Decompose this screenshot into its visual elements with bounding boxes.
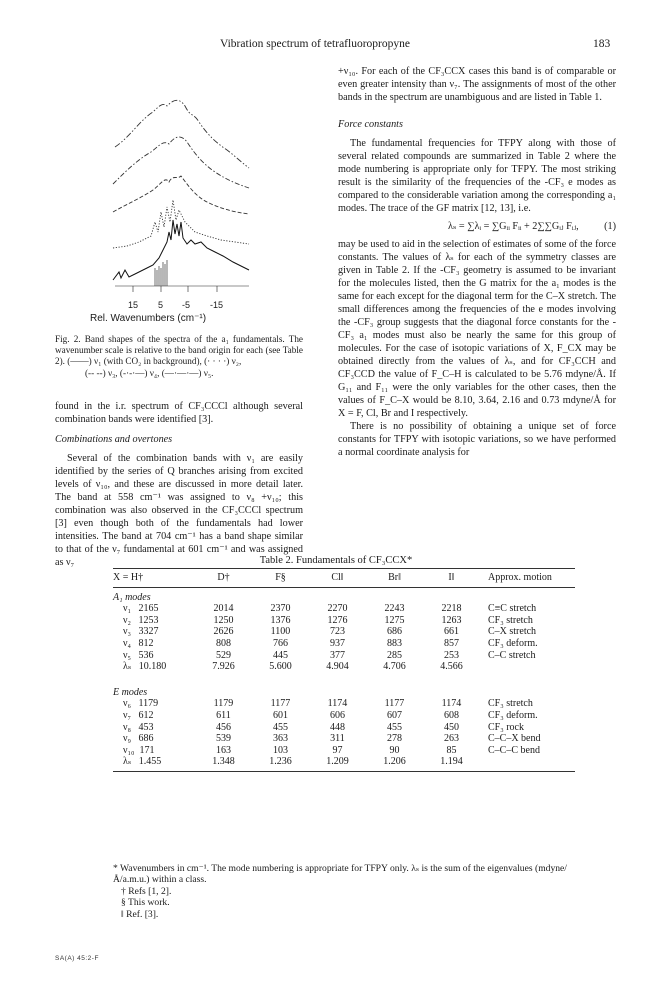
table-cell: 285 — [387, 649, 402, 661]
table-note: † Refs [1, 2]. — [121, 885, 172, 897]
column-header: Approx. motion — [480, 569, 575, 588]
table-cell: CF₃ stretch — [488, 698, 533, 710]
table-note: § This work. — [121, 897, 170, 909]
table-cell: 377 — [330, 649, 345, 661]
table-cell: C–C–C bend — [488, 744, 540, 756]
table-spacer-row — [113, 673, 575, 683]
table-cell: ν₇ 612 — [123, 709, 154, 721]
table-cell: 766 — [273, 637, 288, 649]
table-cell: 2218 — [441, 603, 462, 615]
table-cell: 937 — [330, 637, 345, 649]
table-cell: ν₉ 686 — [123, 733, 154, 745]
paragraph: There is no possibility of obtaining a unique set of force constants for TFPY with isotopic variations, so we have performed a normal coordinate analysis for — [338, 421, 616, 458]
table-row — [113, 745, 575, 757]
table-cell: CF₃ rock — [488, 721, 524, 733]
nu5-band-trace — [115, 100, 249, 168]
table-cell: 883 — [387, 637, 402, 649]
x-tick: 5 — [158, 300, 164, 310]
table-cell: 2243 — [384, 603, 405, 615]
table-cell: ν₆ 1179 — [123, 698, 159, 710]
table-row — [113, 661, 575, 673]
table-cell: 278 — [387, 733, 402, 745]
table-section-label: A₁ modes — [113, 591, 151, 603]
table-cell: 1177 — [384, 698, 405, 710]
table-cell: 90 — [389, 744, 400, 756]
table-cell: 455 — [387, 721, 402, 733]
table-cell: 1174 — [441, 698, 462, 710]
co2-background-lines — [155, 260, 167, 286]
table-caption: Table 2. Fundamentals of CF₃CCX* — [259, 555, 413, 566]
table-cell: 363 — [273, 733, 288, 745]
table-cell: 5.600 — [269, 661, 292, 673]
table-cell: 1376 — [270, 614, 291, 626]
table-cell: 455 — [273, 721, 288, 733]
right-column — [338, 65, 616, 459]
table-note: ‖ Ref. [3]. — [121, 908, 159, 920]
table-cell: 163 — [216, 744, 231, 756]
nu1-band-trace — [113, 220, 249, 280]
table-cell: 450 — [444, 721, 459, 733]
table-row — [113, 722, 575, 734]
table-cell: 608 — [444, 709, 459, 721]
x-axis-label: Rel. Wavenumbers (cm⁻¹) — [90, 313, 207, 324]
table-cell: ν₄ 812 — [123, 637, 154, 649]
nu4-band-trace — [113, 137, 249, 188]
table-row — [113, 710, 575, 722]
band-shape-figure — [55, 72, 295, 297]
table-cell: 1.194 — [423, 756, 480, 771]
table-row — [113, 698, 575, 710]
table-cell: 445 — [273, 649, 288, 661]
x-tick: -5 — [182, 300, 191, 310]
table-cell: 723 — [330, 626, 345, 638]
table-cell: 857 — [444, 637, 459, 649]
table-row — [113, 756, 575, 771]
table-row — [113, 603, 575, 615]
column-header: Cl‖ — [309, 569, 366, 588]
table-cell: λₛ 1.455 — [113, 756, 195, 771]
table-cell: 1.236 — [252, 756, 309, 771]
table-cell: 539 — [216, 733, 231, 745]
nu3-band-trace — [113, 176, 249, 214]
column-header: D† — [195, 569, 252, 588]
paragraph: The fundamental frequencies for TFPY along with those of several related compounds are summarized in Table 2 where the mode numbering is appropriate only for TFPY. The most striking result is the similarity of the frequencies of the -CF₃ e modes as compared to the considerable variation among the corresponding a₁ modes. The trace of the GF matrix [12, 13], i.e. — [338, 138, 616, 214]
table-header-row — [113, 569, 575, 588]
table-row — [113, 733, 575, 745]
figure-caption-continued: (-- --) ν₃, (-·-·—) ν₄, (—·—·—) ν₅. — [85, 367, 214, 378]
table-cell: 2014 — [213, 603, 234, 615]
table-cell: 1177 — [270, 698, 291, 710]
table-row — [113, 626, 575, 638]
table-cell: 4.706 — [383, 661, 406, 673]
fundamentals-table — [113, 568, 575, 772]
table-cell: 1263 — [441, 614, 462, 626]
table-cell — [480, 661, 575, 673]
table-note: * Wavenumbers in cm⁻¹. The mode numbering is appropriate for TFPY only. λₛ is the sum of the eigenvalues (mdyne/Å/a.m.u.) within a class. — [113, 863, 567, 886]
column-header: X = H† — [113, 569, 195, 588]
x-tick: -15 — [210, 300, 224, 310]
table-cell: 263 — [444, 733, 459, 745]
table-cell: λₛ 10.180 — [123, 661, 167, 673]
table-cell: 4.566 — [440, 661, 463, 673]
table-cell: 601 — [273, 709, 288, 721]
table-cell: C≡C stretch — [488, 603, 537, 615]
figure-caption-text: Fig. 2. Band shapes of the spectra of the a₁ fundamentals. The wavenumber scale is relative to the band origin for each (see Table 2). (——) ν₁ (with CO₂ in background), (· · · ·) ν₂, — [55, 334, 303, 367]
table-cell: 311 — [330, 733, 345, 745]
table-cell: ν₁ 2165 — [123, 603, 159, 615]
table-cell: 253 — [444, 649, 459, 661]
table-cell: 1179 — [213, 698, 234, 710]
table-cell: 448 — [330, 721, 345, 733]
equation — [338, 220, 616, 233]
table-cell: 1.209 — [309, 756, 366, 771]
table-cell: 686 — [387, 626, 402, 638]
table-section-label: E modes — [113, 686, 148, 698]
column-header: I‖ — [423, 569, 480, 588]
table-cell: 456 — [216, 721, 231, 733]
footer-code: SA(A) 45:2-F — [55, 955, 99, 962]
table-cell: 611 — [216, 709, 231, 721]
table-cell: 606 — [330, 709, 345, 721]
table-cell: 97 — [332, 744, 343, 756]
table-cell: 4.904 — [326, 661, 349, 673]
table-cell: CF₃ stretch — [488, 614, 533, 626]
paragraph: Several of the combination bands with ν₁ are easily identified by the series of Q branches arising from excited levels of ν₁₀, and these are discussed in more detail later. The band at 558 cm⁻¹ was assigned to ν₈ +ν₁₀; this combination was also observed in the CF₃CCCl spectrum [3] even though both of the fundamentals had lower intensities. The band at 704 cm⁻¹ has a band shape similar to that of the ν₇ fundamental at 601 cm⁻¹ and was assigned as ν₇ — [55, 453, 303, 568]
table-cell: C–X stretch — [488, 626, 537, 638]
paragraph: may be used to aid in the selection of estimates of some of the force constants. The values of λₛ for each of the symmetry classes are given in Table 2. If the -CF₃ geometry is assumed to be invariant for the molecules listed, then the G matrix for the a₁ modes is the same for each except for the diagonal term for the C–X stretch. The small differences among the frequencies of the e modes involving the -CF₃ group suggests that the diagonal force constants for the -CF₃ a₁ modes must also be nearly the same for this group of molecules. For the case of isotopic variations of X, F_CX may be obtained directly from the values of λₛ, and for CF₃CCH and CF₃CCD the value of F_C–H is calculated to be 5.76 mdyne/Å. If G₁₁ and F₁₁ were the only variables for the other cases, then the values of F_C–X would be 8.10, 3.64, 2.16 and 0.73 mdyne/Å for X = F, Cl, Br and I respectively. — [338, 239, 616, 419]
table-cell: 2626 — [213, 626, 234, 638]
column-header: Br‖ — [366, 569, 423, 588]
paragraph: +ν₁₀. For each of the CF₃CCX cases this band is of comparable or even greater intensity than ν₇. The assignments of most of the other bands in the spectrum are unambiguous and are listed in Table 1. — [338, 66, 616, 103]
table-spacer — [113, 673, 575, 683]
table-cell: C–C–X bend — [488, 733, 541, 745]
page-number: 183 — [593, 38, 611, 50]
left-column — [55, 400, 303, 569]
table-cell: 103 — [273, 744, 288, 756]
table-cell: 529 — [216, 649, 231, 661]
table-cell: ν₅ 536 — [123, 649, 154, 661]
section-heading: Force constants — [338, 119, 403, 130]
table-cell: CF₃ deform. — [488, 637, 538, 649]
table-cell: 2270 — [327, 603, 348, 615]
table-cell — [480, 756, 575, 771]
section-heading: Combinations and overtones — [55, 434, 173, 445]
paragraph: found in the i.r. spectrum of CF₃CCCl although several combination bands were identified [3]. — [55, 401, 303, 425]
table-row — [113, 650, 575, 662]
table-cell: 607 — [387, 709, 402, 721]
table-cell: 808 — [216, 637, 231, 649]
table-cell: 1276 — [327, 614, 348, 626]
table-cell: 1.206 — [366, 756, 423, 771]
column-header: F§ — [252, 569, 309, 588]
equation-body: λₛ = ∑λᵢ = ∑Gᵢᵢ Fᵢᵢ + 2∑∑Gᵢⱼ Fᵢⱼ, — [448, 221, 579, 232]
equation-number: (1) — [604, 221, 616, 232]
figure-caption — [55, 334, 303, 379]
table-cell: ν₃ 3327 — [123, 626, 159, 638]
table-cell: 1.348 — [195, 756, 252, 771]
table-cell: 1275 — [384, 614, 405, 626]
table-cell: ν₈ 453 — [123, 721, 154, 733]
table-cell: ν₁₀ 171 — [123, 744, 155, 756]
table-cell: 1250 — [213, 614, 234, 626]
table-row — [113, 638, 575, 650]
x-tick: 15 — [128, 300, 139, 310]
table-cell: ν₂ 1253 — [123, 614, 159, 626]
table-notes — [113, 863, 575, 920]
table-section-row — [113, 683, 575, 699]
running-title: Vibration spectrum of tetrafluoropropyne — [220, 38, 410, 50]
table-cell: 661 — [444, 626, 459, 638]
spectra-plot — [55, 72, 295, 297]
table-cell: 7.926 — [212, 661, 235, 673]
table-row — [113, 615, 575, 627]
table-section-row — [113, 587, 575, 603]
table-cell: 85 — [446, 744, 457, 756]
table-cell: CF₃ deform. — [488, 709, 538, 721]
table-cell: 2370 — [270, 603, 291, 615]
table-cell: C–C stretch — [488, 649, 536, 661]
table-cell: 1100 — [270, 626, 291, 638]
table-cell: 1174 — [327, 698, 348, 710]
